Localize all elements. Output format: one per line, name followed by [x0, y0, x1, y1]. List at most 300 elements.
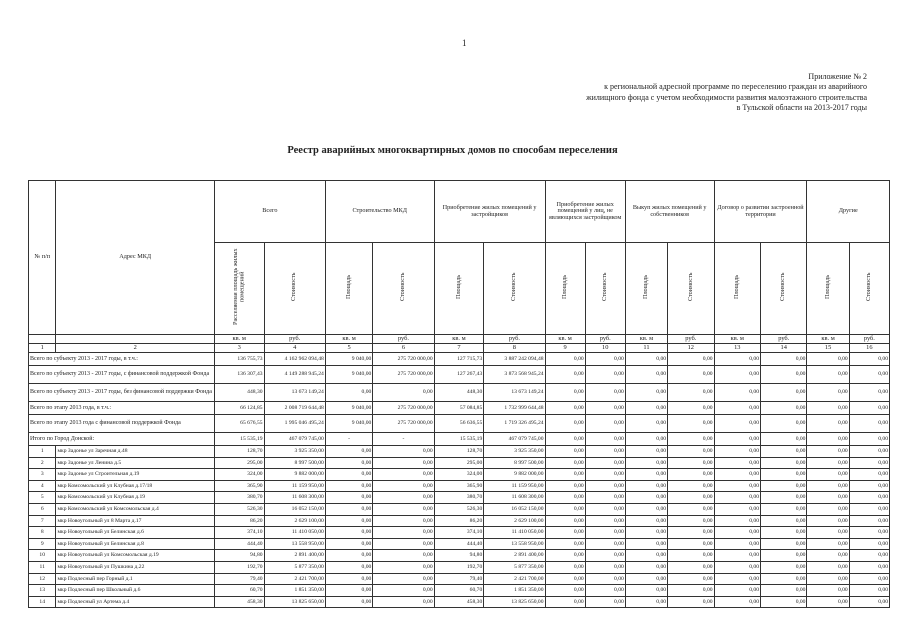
row-address: мкр Новоугольный ул Пушкина д.22 [56, 561, 214, 573]
value-cell: 0,00 [373, 384, 434, 402]
value-cell: 0,00 [668, 596, 714, 608]
value-cell: 0,00 [807, 596, 849, 608]
value-cell: 0,00 [585, 503, 625, 515]
table-row [29, 561, 890, 573]
value-cell: 0,00 [761, 492, 807, 504]
value-cell: 127 267,43 [434, 366, 484, 384]
column-number-cell: 8 [484, 344, 545, 353]
row-number: 3 [29, 469, 56, 481]
value-cell: 0,00 [325, 573, 373, 585]
value-cell: 0,00 [373, 561, 434, 573]
row-address: мкр Новоугольный ул Белинская д.8 [56, 538, 214, 550]
value-cell: 2 629 100,00 [264, 515, 325, 527]
value-cell: 0,00 [849, 573, 889, 585]
value-cell: 0,00 [714, 596, 760, 608]
value-cell: 0,00 [714, 538, 760, 550]
value-cell: 526,30 [214, 503, 264, 515]
value-cell: 467 079 745,00 [264, 433, 325, 446]
value-cell: 86,20 [214, 515, 264, 527]
value-cell: 66 124,85 [214, 402, 264, 415]
value-cell: 5 877 350,00 [264, 561, 325, 573]
value-cell: 0,00 [585, 561, 625, 573]
row-address: мкр Подлесный пер Горный д.1 [56, 573, 214, 585]
table-row [29, 515, 890, 527]
value-cell: 0,00 [325, 515, 373, 527]
value-cell: 9 040,00 [325, 415, 373, 433]
value-cell: 0,00 [761, 480, 807, 492]
value-cell: 324,00 [434, 469, 484, 481]
value-cell: 0,00 [761, 561, 807, 573]
value-cell: 0,00 [714, 585, 760, 597]
value-cell: 0,00 [625, 384, 667, 402]
value-cell: 0,00 [625, 446, 667, 458]
value-cell: 0,00 [849, 515, 889, 527]
summary-label: Всего по субъекту 2013 - 2017 годы, с финансовой поддержкой Фонда [29, 366, 215, 384]
header-group-construction: Строительство МКД [325, 181, 434, 243]
value-cell: 0,00 [585, 573, 625, 585]
value-cell: 11 159 950,00 [484, 480, 545, 492]
value-cell: 0,00 [761, 527, 807, 539]
value-cell: 0,00 [325, 480, 373, 492]
value-cell: 0,00 [373, 573, 434, 585]
value-cell: 0,00 [325, 457, 373, 469]
value-cell: 458,30 [214, 596, 264, 608]
value-cell: 0,00 [668, 550, 714, 562]
value-cell: 0,00 [714, 492, 760, 504]
value-cell: - [373, 433, 434, 446]
value-cell: 0,00 [668, 415, 714, 433]
value-cell: 8 997 500,00 [484, 457, 545, 469]
value-cell: 0,00 [585, 469, 625, 481]
row-number: 2 [29, 457, 56, 469]
row-address: мкр Комсомольский ул Клубная д.17/18 [56, 480, 214, 492]
value-cell: 0,00 [625, 492, 667, 504]
value-cell: 9 040,00 [325, 366, 373, 384]
value-cell: 0,00 [849, 550, 889, 562]
value-cell: 127 715,73 [434, 353, 484, 366]
value-cell: 0,00 [373, 492, 434, 504]
table-row [29, 596, 890, 608]
value-cell: 0,00 [668, 492, 714, 504]
column-number-cell: 11 [625, 344, 667, 353]
subheader-area: Площадь [560, 275, 568, 300]
value-cell: 0,00 [849, 585, 889, 597]
value-cell: 16 052 150,00 [484, 503, 545, 515]
column-number-cell: 14 [761, 344, 807, 353]
summary-row [29, 433, 890, 446]
value-cell: 0,00 [545, 402, 585, 415]
value-cell: 0,00 [807, 538, 849, 550]
value-cell: 0,00 [761, 503, 807, 515]
value-cell: 15 535,19 [214, 433, 264, 446]
value-cell: 0,00 [714, 433, 760, 446]
row-number: 1 [29, 446, 56, 458]
value-cell: 0,00 [545, 527, 585, 539]
value-cell: 0,00 [807, 384, 849, 402]
value-cell: 0,00 [668, 402, 714, 415]
subheader-area: Площадь [454, 275, 462, 300]
value-cell: 5 877 350,00 [484, 561, 545, 573]
value-cell: 0,00 [585, 480, 625, 492]
value-cell: 0,00 [325, 492, 373, 504]
value-cell: 0,00 [325, 550, 373, 562]
value-cell: 0,00 [625, 433, 667, 446]
table-row [29, 550, 890, 562]
unit-cell: руб. [264, 335, 325, 344]
value-cell: 0,00 [545, 469, 585, 481]
value-cell: 0,00 [545, 457, 585, 469]
summary-row [29, 353, 890, 366]
table-row [29, 527, 890, 539]
column-number-cell: 5 [325, 344, 373, 353]
value-cell: 1 719 326 495,24 [484, 415, 545, 433]
value-cell: 380,70 [214, 492, 264, 504]
unit-cell: руб. [585, 335, 625, 344]
value-cell: 0,00 [668, 480, 714, 492]
value-cell: 13 673 149,24 [264, 384, 325, 402]
value-cell: 0,00 [585, 538, 625, 550]
value-cell: 0,00 [585, 596, 625, 608]
header-group-territory: Договор о развитии застроенной территории [714, 181, 807, 243]
unit-cell: кв. м [434, 335, 484, 344]
value-cell: 1 851 350,00 [264, 585, 325, 597]
row-address: мкр Подлесный пер Школьный д.6 [56, 585, 214, 597]
value-cell: 4 162 962 094,48 [264, 353, 325, 366]
row-address: мкр Задонье ул Ленина д.5 [56, 457, 214, 469]
header-group-buyout: Выкуп жилых помещений у собственников [625, 181, 714, 243]
value-cell: 0,00 [668, 457, 714, 469]
row-number: 4 [29, 480, 56, 492]
units-row [29, 335, 890, 344]
summary-row [29, 384, 890, 402]
value-cell: 0,00 [849, 457, 889, 469]
value-cell: 0,00 [545, 515, 585, 527]
value-cell: 0,00 [668, 384, 714, 402]
value-cell: 8 997 500,00 [264, 457, 325, 469]
value-cell: 192,70 [214, 561, 264, 573]
value-cell: 13 825 650,00 [484, 596, 545, 608]
value-cell: 0,00 [545, 585, 585, 597]
row-address: мкр Комсомольский ул Комсомольская д.4 [56, 503, 214, 515]
value-cell: 0,00 [807, 585, 849, 597]
value-cell: 0,00 [714, 527, 760, 539]
value-cell: 0,00 [849, 480, 889, 492]
value-cell: 0,00 [761, 457, 807, 469]
value-cell: 0,00 [807, 402, 849, 415]
value-cell: 0,00 [849, 596, 889, 608]
value-cell: 136 755,73 [214, 353, 264, 366]
value-cell: 0,00 [625, 366, 667, 384]
unit-cell: кв. м [625, 335, 667, 344]
value-cell: 0,00 [585, 415, 625, 433]
value-cell: 444,40 [214, 538, 264, 550]
value-cell: 448,30 [214, 384, 264, 402]
row-number: 5 [29, 492, 56, 504]
value-cell: 0,00 [761, 469, 807, 481]
value-cell: 3 925 350,00 [484, 446, 545, 458]
value-cell: 275 720 000,00 [373, 353, 434, 366]
value-cell: 3 925 350,00 [264, 446, 325, 458]
value-cell: 0,00 [849, 446, 889, 458]
value-cell: 0,00 [585, 353, 625, 366]
value-cell: 0,00 [807, 446, 849, 458]
value-cell: 128,70 [434, 446, 484, 458]
value-cell: 86,20 [434, 515, 484, 527]
column-number-cell: 3 [214, 344, 264, 353]
value-cell: 0,00 [545, 561, 585, 573]
summary-row [29, 415, 890, 433]
header-group-developers: Приобретение жилых помещений у застройщиков [434, 181, 545, 243]
value-cell: 0,00 [625, 585, 667, 597]
value-cell: 0,00 [325, 384, 373, 402]
value-cell: 0,00 [849, 366, 889, 384]
unit-cell: кв. м [325, 335, 373, 344]
value-cell: 0,00 [545, 492, 585, 504]
value-cell: 13 825 650,00 [264, 596, 325, 608]
unit-cell: руб. [668, 335, 714, 344]
value-cell: 0,00 [373, 457, 434, 469]
value-cell: 0,00 [668, 503, 714, 515]
value-cell: 0,00 [373, 550, 434, 562]
table-row [29, 480, 890, 492]
value-cell: 9 882 000,00 [264, 469, 325, 481]
value-cell: 0,00 [625, 596, 667, 608]
subheader-resettled-area: Расселяемая площадь жилых помещений [231, 248, 246, 326]
value-cell: 4 149 288 945,24 [264, 366, 325, 384]
value-cell: 0,00 [761, 402, 807, 415]
value-cell: 458,30 [434, 596, 484, 608]
subheader-cost: Стоимость [399, 273, 407, 302]
value-cell: 60,70 [214, 585, 264, 597]
row-address: мкр Подлесный ул Артема д.4 [56, 596, 214, 608]
value-cell: 0,00 [714, 573, 760, 585]
value-cell: 0,00 [714, 515, 760, 527]
value-cell: 0,00 [849, 527, 889, 539]
column-number-cell: 16 [849, 344, 889, 353]
value-cell: 13 558 950,00 [264, 538, 325, 550]
subheader-cost: Стоимость [290, 273, 298, 302]
value-cell: 0,00 [807, 353, 849, 366]
value-cell: 0,00 [714, 366, 760, 384]
value-cell: 2 629 100,00 [484, 515, 545, 527]
summary-row [29, 366, 890, 384]
header-address: Адрес МКД [56, 181, 214, 335]
appendix-line: к региональной адресной программе по переселению граждан из аварийного [604, 82, 867, 92]
value-cell: 0,00 [849, 492, 889, 504]
value-cell: 0,00 [325, 446, 373, 458]
value-cell: 0,00 [807, 480, 849, 492]
value-cell: 0,00 [714, 402, 760, 415]
value-cell: 275 720 000,00 [373, 366, 434, 384]
value-cell: 0,00 [849, 353, 889, 366]
value-cell: 0,00 [625, 353, 667, 366]
value-cell: 0,00 [585, 402, 625, 415]
column-number-cell: 10 [585, 344, 625, 353]
value-cell: 0,00 [668, 585, 714, 597]
header-group-non-developers: Приобретение жилых помещений у лиц, не являющихся застройщиком [545, 181, 625, 243]
value-cell: 2 421 700,00 [484, 573, 545, 585]
value-cell: 0,00 [668, 515, 714, 527]
row-address: мкр Задонье ул Строительная д.19 [56, 469, 214, 481]
table-row [29, 457, 890, 469]
table-row [29, 469, 890, 481]
value-cell: 13 673 149,24 [484, 384, 545, 402]
value-cell: 0,00 [849, 503, 889, 515]
value-cell: 0,00 [668, 446, 714, 458]
value-cell: 0,00 [625, 469, 667, 481]
value-cell: 0,00 [545, 446, 585, 458]
column-number-cell: 12 [668, 344, 714, 353]
value-cell: 0,00 [668, 433, 714, 446]
table-row [29, 585, 890, 597]
row-number: 8 [29, 527, 56, 539]
unit-cell: кв. м [807, 335, 849, 344]
table-row [29, 538, 890, 550]
value-cell: 16 052 150,00 [264, 503, 325, 515]
value-cell: 0,00 [545, 415, 585, 433]
value-cell: 0,00 [325, 538, 373, 550]
subheader-area: Площадь [344, 275, 352, 300]
row-number: 12 [29, 573, 56, 585]
value-cell: 295,00 [434, 457, 484, 469]
value-cell: 0,00 [373, 538, 434, 550]
column-number-cell: 7 [434, 344, 484, 353]
value-cell: 0,00 [625, 457, 667, 469]
value-cell: 0,00 [373, 503, 434, 515]
summary-label: Всего по субъекту 2013 - 2017 годы, без финансовой поддержки Фонда [29, 384, 215, 402]
value-cell: 11 410 050,00 [264, 527, 325, 539]
row-number: 9 [29, 538, 56, 550]
value-cell: 56 636,55 [434, 415, 484, 433]
value-cell: 0,00 [807, 527, 849, 539]
row-number: 14 [29, 596, 56, 608]
value-cell: 0,00 [373, 480, 434, 492]
value-cell: 0,00 [585, 384, 625, 402]
value-cell: 128,70 [214, 446, 264, 458]
value-cell: 136 307,43 [214, 366, 264, 384]
value-cell: 0,00 [545, 433, 585, 446]
subheader-cost: Стоимость [510, 273, 518, 302]
value-cell: 0,00 [714, 561, 760, 573]
summary-label: Всего по этапу 2013 года с финансовой поддержкой Фонда [29, 415, 215, 433]
value-cell: 295,00 [214, 457, 264, 469]
value-cell: 374,10 [434, 527, 484, 539]
value-cell: 0,00 [714, 415, 760, 433]
value-cell: 0,00 [714, 446, 760, 458]
value-cell: 9 882 000,00 [484, 469, 545, 481]
summary-label: Всего по этапу 2013 года, в т.ч.: [29, 402, 215, 415]
value-cell: 0,00 [585, 492, 625, 504]
value-cell: 374,10 [214, 527, 264, 539]
value-cell: 0,00 [807, 366, 849, 384]
value-cell: 192,70 [434, 561, 484, 573]
value-cell: 0,00 [807, 457, 849, 469]
value-cell: 0,00 [585, 366, 625, 384]
value-cell: 0,00 [849, 402, 889, 415]
value-cell: 13 558 950,00 [484, 538, 545, 550]
summary-label: Итого по Город Донской: [29, 433, 215, 446]
value-cell: 0,00 [545, 550, 585, 562]
value-cell: 0,00 [545, 573, 585, 585]
value-cell: 60,70 [434, 585, 484, 597]
column-number-cell: 9 [545, 344, 585, 353]
value-cell: 0,00 [761, 353, 807, 366]
unit-cell: руб. [761, 335, 807, 344]
row-address: мкр Задонье ул Заречная д.48 [56, 446, 214, 458]
value-cell: 0,00 [807, 492, 849, 504]
unit-cell: кв. м [214, 335, 264, 344]
value-cell: 0,00 [807, 573, 849, 585]
value-cell: 1 995 046 495,24 [264, 415, 325, 433]
unit-cell: кв. м [545, 335, 585, 344]
value-cell: 0,00 [761, 366, 807, 384]
value-cell: 0,00 [585, 585, 625, 597]
value-cell: 0,00 [585, 433, 625, 446]
unit-cell: руб. [373, 335, 434, 344]
value-cell: 0,00 [625, 515, 667, 527]
value-cell: 526,30 [434, 503, 484, 515]
value-cell: 0,00 [373, 446, 434, 458]
row-number: 10 [29, 550, 56, 562]
summary-label: Всего по субъекту 2013 - 2017 годы, в т.ч.: [29, 353, 215, 366]
value-cell: 0,00 [807, 561, 849, 573]
value-cell: - [325, 433, 373, 446]
value-cell: 0,00 [849, 561, 889, 573]
value-cell: 0,00 [761, 433, 807, 446]
value-cell: 0,00 [668, 573, 714, 585]
value-cell: 0,00 [849, 415, 889, 433]
value-cell: 275 720 000,00 [373, 402, 434, 415]
value-cell: 9 040,00 [325, 402, 373, 415]
appendix-line: жилищного фонда с учетом необходимости развития малоэтажного строительства [586, 92, 867, 102]
table-row [29, 573, 890, 585]
value-cell: 0,00 [545, 353, 585, 366]
value-cell: 0,00 [849, 433, 889, 446]
value-cell: 0,00 [668, 527, 714, 539]
subheader-cost: Стоимость [865, 273, 873, 302]
value-cell: 0,00 [714, 550, 760, 562]
unit-cell: кв. м [714, 335, 760, 344]
value-cell: 380,70 [434, 492, 484, 504]
row-number: 11 [29, 561, 56, 573]
value-cell: 444,40 [434, 538, 484, 550]
value-cell: 0,00 [545, 538, 585, 550]
column-number-cell: 15 [807, 344, 849, 353]
value-cell: 0,00 [545, 366, 585, 384]
value-cell: 0,00 [761, 446, 807, 458]
value-cell: 0,00 [761, 538, 807, 550]
value-cell: 0,00 [325, 561, 373, 573]
value-cell: 65 676,55 [214, 415, 264, 433]
value-cell: 0,00 [668, 538, 714, 550]
value-cell: 15 535,19 [434, 433, 484, 446]
value-cell: 448,30 [434, 384, 484, 402]
value-cell: 0,00 [761, 515, 807, 527]
column-number-cell: 6 [373, 344, 434, 353]
value-cell: 0,00 [807, 503, 849, 515]
value-cell: 11 608 300,00 [484, 492, 545, 504]
value-cell: 94,80 [434, 550, 484, 562]
row-number: 13 [29, 585, 56, 597]
value-cell: 0,00 [761, 596, 807, 608]
row-address: мкр Новоугольный ул 8 Марта д.17 [56, 515, 214, 527]
value-cell: 0,00 [714, 480, 760, 492]
value-cell: 3 887 242 094,48 [484, 353, 545, 366]
value-cell: 2 008 719 644,48 [264, 402, 325, 415]
value-cell: 0,00 [625, 561, 667, 573]
document-title: Реестр аварийных многоквартирных домов по способам переселения [287, 145, 618, 156]
appendix-note [537, 72, 867, 114]
